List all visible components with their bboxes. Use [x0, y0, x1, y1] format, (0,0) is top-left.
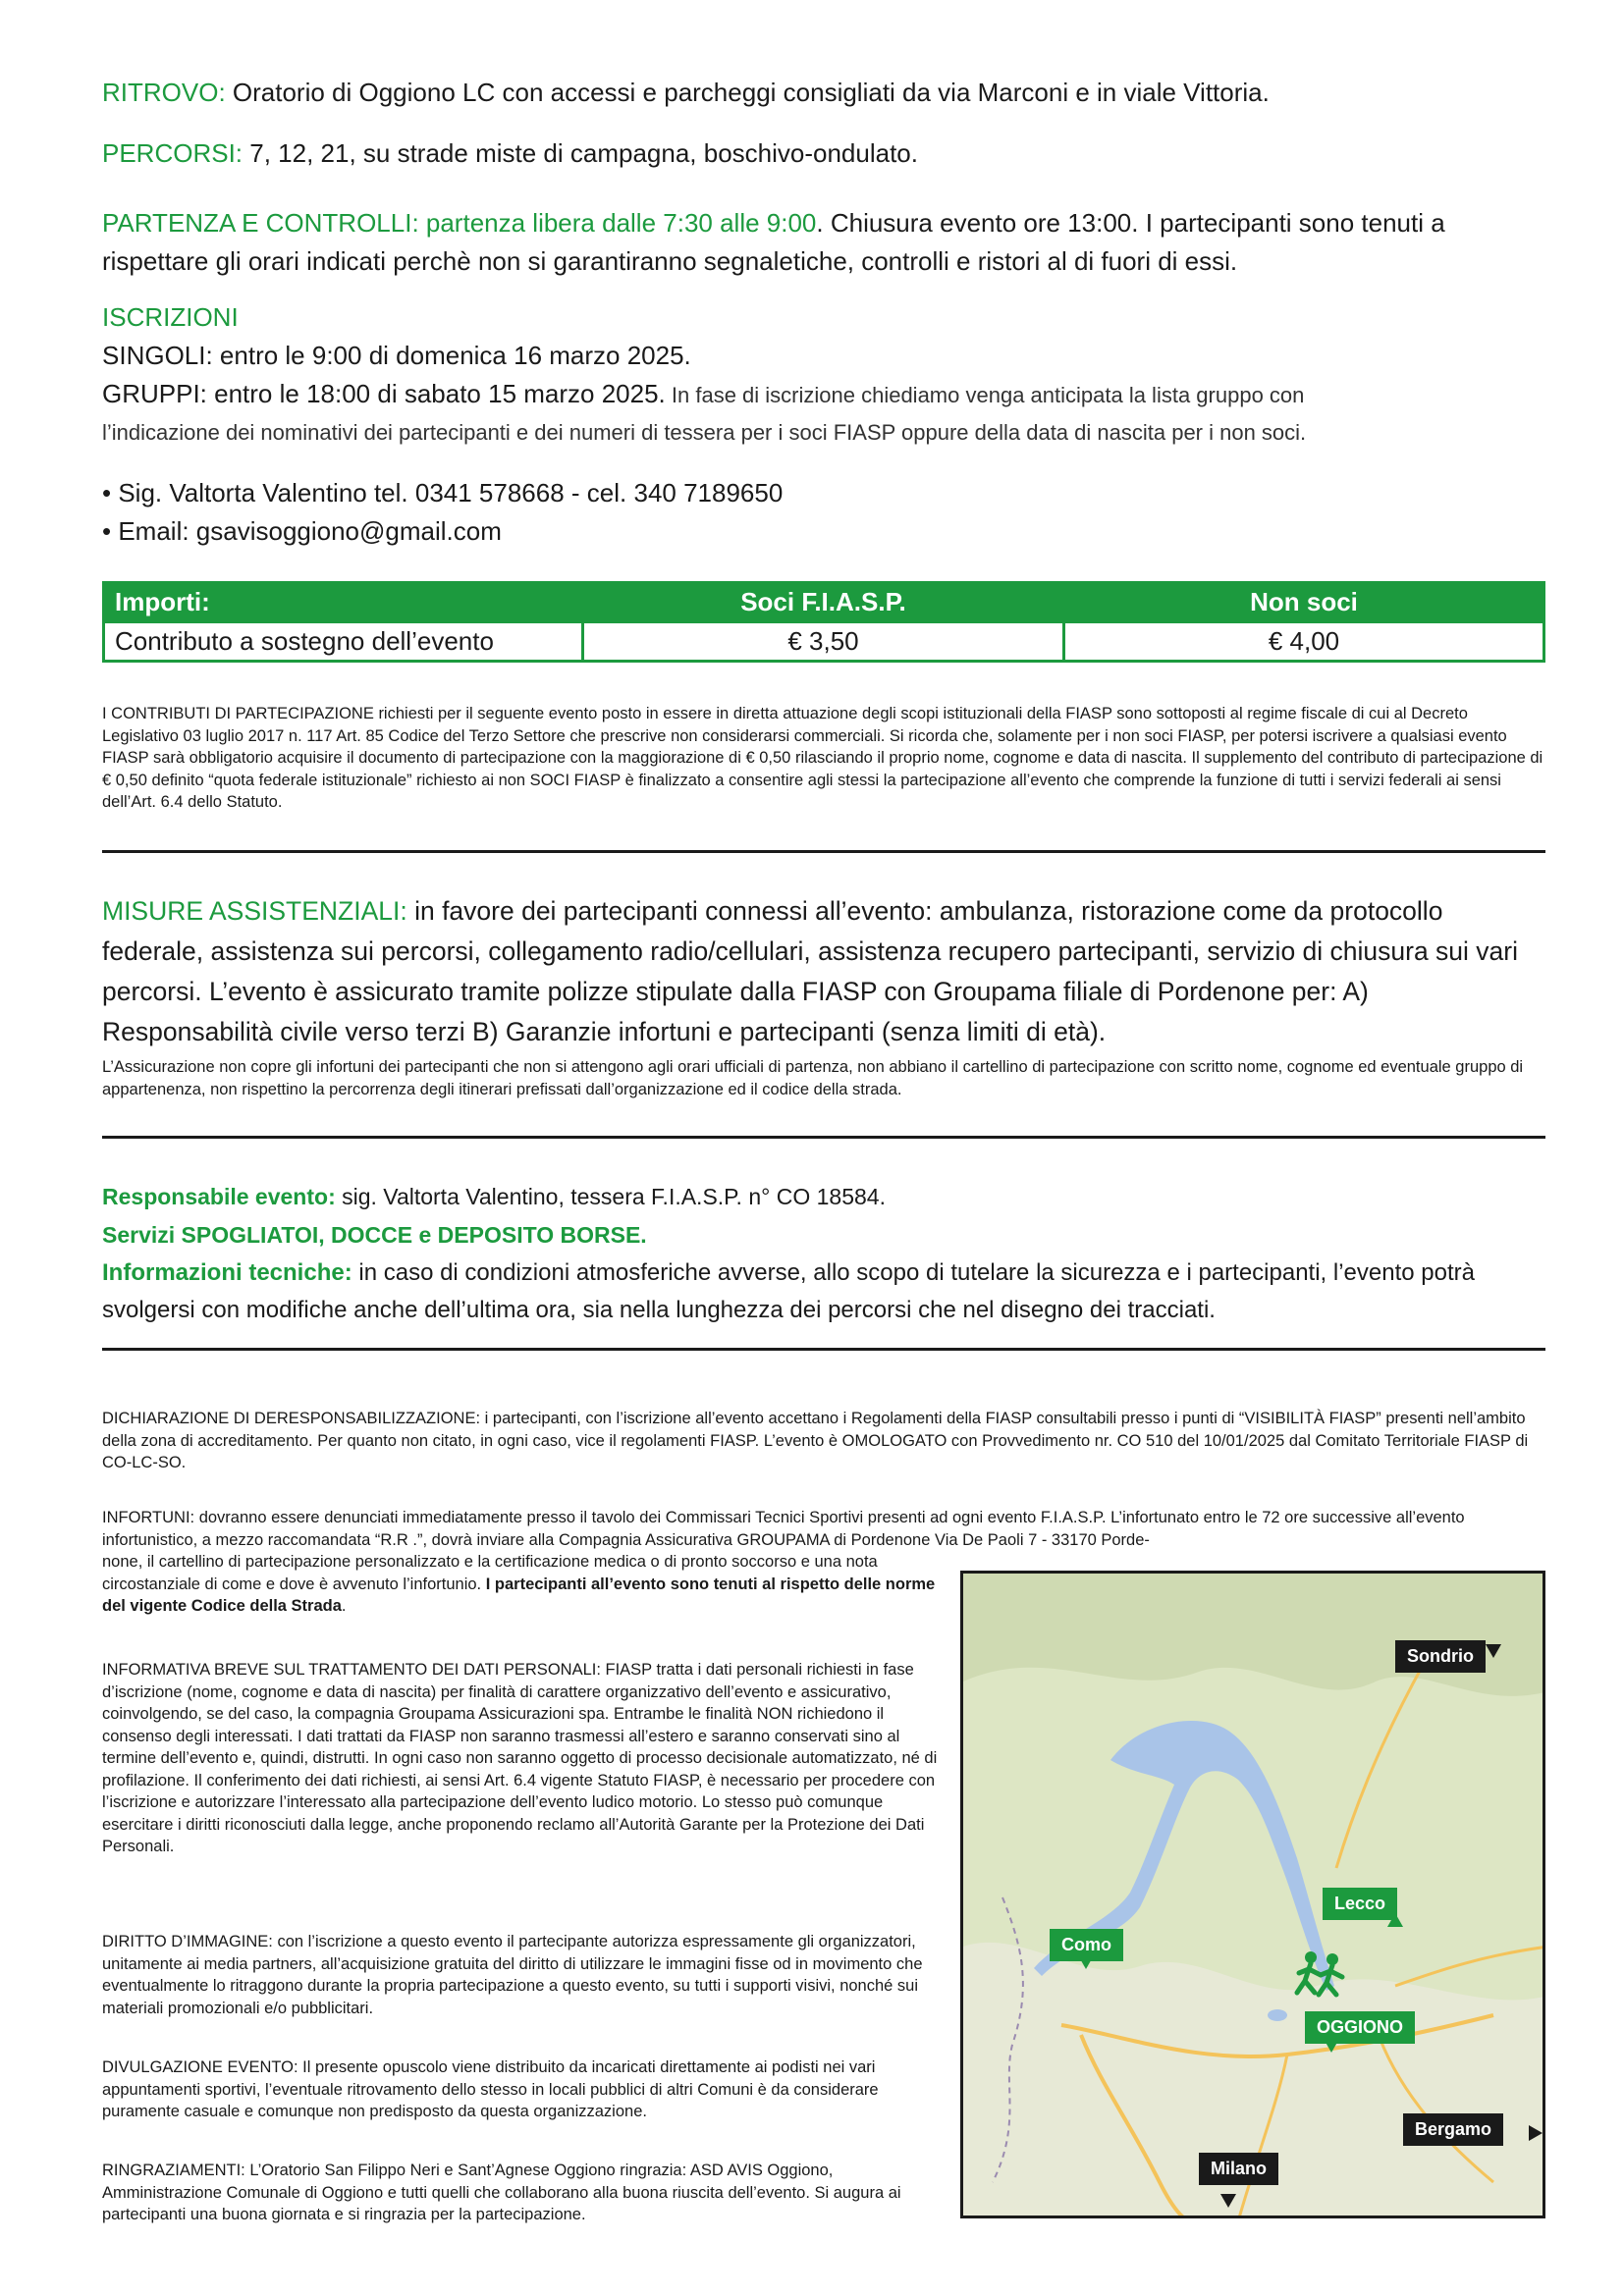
servizi-text: Servizi SPOGLIATOI, DOCCE e DEPOSITO BORSE.: [102, 1222, 647, 1248]
misure-text: in favore dei partecipanti connessi all’evento: ambulanza, ristorazione come da protocollo federale, assistenza sui percorsi, collegamento radio/cellulari, assistenza recupero partecipanti, servizio di chiusura sui vari percorsi. L’evento è assicurato tramite polizze stipulate dalla FIASP con Groupama filiale di Pordenone per: A) Responsabilità civile verso terzi B) Garanzie infortuni e partecipanti (senza limiti di età).: [102, 896, 1518, 1046]
ritrovo-line: [102, 75, 1545, 111]
contact-phone: • Sig. Valtorta Valentino tel. 0341 578668 - cel. 340 7189650: [102, 478, 784, 507]
responsabile-line: [102, 1179, 1545, 1215]
map-tag-como: Como: [1050, 1929, 1123, 1961]
header-non-soci: Non soci: [1064, 583, 1544, 622]
price-table: [102, 581, 1545, 663]
iscrizioni-title-line: [102, 299, 1545, 336]
lake-pusiano: [1268, 2009, 1287, 2021]
map-tag-sondrio: Sondrio: [1395, 1640, 1486, 1673]
partenza-line: [102, 205, 1545, 241]
gruppi-note-line-2: [102, 416, 1545, 450]
price-table-header: [104, 583, 1544, 622]
gruppi-note-2: l’indicazione dei nominativi dei partecipanti e dei numeri di tessera per i soci FIASP oppure della data di nascita per i non soci.: [102, 420, 1307, 445]
divider-3: [102, 1348, 1545, 1351]
map-tag-bergamo: Bergamo: [1403, 2113, 1503, 2146]
infortuni-bold: I partecipanti all’evento sono tenuti al rispetto delle norme del vigente Codice della Strada: [102, 1575, 936, 1615]
map-tag-lecco: Lecco: [1323, 1888, 1397, 1920]
gruppi-note: In fase di iscrizione chiediamo venga anticipata la lista gruppo con: [665, 383, 1305, 407]
partenza-label: PARTENZA E CONTROLLI: partenza libera dalle 7:30 alle 9:00: [102, 208, 817, 238]
area-map: [960, 1571, 1545, 2218]
header-importi: Importi:: [104, 583, 583, 622]
infortuni-first: INFORTUNI: dovranno essere denunciati immediatamente presso il tavolo dei Commissari Tecnici Sportivi presenti ad ogni evento F.I.A.S.P. L’infortunato entro le 72 ore successive all’evento infortunistico, a mezzo raccomandata “R.R .”, dovrà inviare alla Compagnia Assicurativa GROUPAMA di Pordenone Via De Paoli 7 - 33170 Porde-: [102, 1509, 1465, 1549]
gruppi-text: GRUPPI: entro le 18:00 di sabato 15 marzo 2025.: [102, 379, 666, 408]
info-tecniche-text: in caso di condizioni atmosferiche avverse, allo scopo di tutelare la sicurezza e i partecipanti, l’evento potrà svolgersi con modifiche anche dell’ultima ora, sia nella lunghezza dei percorsi che nel disegno dei tracciati.: [102, 1259, 1475, 1323]
servizi-line: [102, 1217, 1545, 1254]
percorsi-line: [102, 135, 1545, 172]
diritto-immagine: DIRITTO D’IMMAGINE: con l’iscrizione a questo evento il partecipante autorizza espressamente gli organizzatori, unitamente ai media partners, all’acquisizione gratuita del diritto di utilizzare le immagini fisse od in movimento che eventualmente lo ritraggono durante la propria partecipazione a questo evento, su tutti i supporti visivi, nonché sui materiali promozionali e/o pubblicitari.: [102, 1933, 923, 2017]
row-non-soci-price: € 4,00: [1064, 622, 1544, 662]
responsabile-text: sig. Valtorta Valentino, tessera F.I.A.S.P. n° CO 18584.: [335, 1184, 886, 1209]
misure-paragraph: [102, 891, 1545, 1052]
contact-line-1: [102, 475, 1545, 511]
infortuni-text-2: none, il cartellino di partecipazione personalizzato e la certificazione medica o di pronto soccorso e una nota circostanziale di come e dove è avvenuto l’infortunio.: [102, 1553, 878, 1593]
contact-email: • Email: gsavisoggiono@gmail.com: [102, 516, 502, 546]
singoli-line: [102, 338, 1545, 374]
ritrovo-text: Oratorio di Oggiono LC con accessi e parcheggi consigliati da via Marconi e in viale Vittoria.: [225, 78, 1270, 107]
misure-note: L’Assicurazione non copre gli infortuni dei partecipanti che non si attengono agli orari ufficiali di partenza, non abbiano il cartellino di partecipazione con scritto nome, cognome ed eventuale gruppo di appartenenza, non rispettino la percorrenza degli itinerari prefissati dall’organizzazione ed il codice della strada.: [102, 1058, 1524, 1098]
divider-2: [102, 1136, 1545, 1139]
map-tag-oggiono: OGGIONO: [1305, 2011, 1415, 2044]
responsabile-label: Responsabile evento:: [102, 1184, 336, 1209]
contact-line-2: [102, 513, 1545, 550]
info-tecniche-label: Informazioni tecniche:: [102, 1259, 352, 1286]
ringraziamenti: RINGRAZIAMENTI: L’Oratorio San Filippo Neri e Sant’Agnese Oggiono ringrazia: ASD AVIS Oggiono, Amministrazione Comunale di Oggiono e tutti quelli che collaborano alla buona riuscita dell’evento. Si augura ai partecipanti una buona giornata e si ringrazia per la partecipazione.: [102, 2162, 901, 2223]
info-tecniche: [102, 1255, 1545, 1329]
iscrizioni-title: ISCRIZIONI: [102, 302, 239, 332]
row-label: Contributo a sostegno dell’evento: [104, 622, 583, 662]
price-table-row: [104, 622, 1544, 662]
partenza-text-2: rispettare gli orari indicati perchè non si garantiranno segnaletiche, controlli e ristori al di fuori di essi.: [102, 246, 1238, 276]
gruppi-line: [102, 376, 1545, 412]
partenza-line-2: [102, 243, 1545, 280]
divulgazione-evento: DIVULGAZIONE EVENTO: Il presente opuscolo viene distribuito da incaricati direttamente ai podisti nei vari appuntamenti sportivi, l’eventuale ritrovamento dello stesso in locali pubblici di altri Comuni è da considerare puramente casuale e comunque non predisposto da questa organizzazione.: [102, 2058, 879, 2120]
map-tag-milano: Milano: [1199, 2153, 1278, 2185]
row-soci-price: € 3,50: [583, 622, 1064, 662]
contributi-note: I CONTRIBUTI DI PARTECIPAZIONE richiesti per il seguente evento posto in essere in diretta attuazione degli scopi istituzionali della FIASP sono sottoposti al regime fiscale di cui al Decreto Legislativo 03 luglio 2017 n. 117 Art. 85 Codice del Terzo Settore che prescrive non considerarsi commerciali. Si ricorda che, solamente per i non soci FIASP, per potersi iscrivere a qualsiasi evento FIASP sarà obbligatorio acquisire il documento di partecipazione con la maggiorazione di € 0,50 rilasciando il proprio nome, cognome e data di nascita. Il supplemento del contributo di partecipazione di € 0,50 definito “quota federale istituzionale” richiesto ai non SOCI FIASP è finalizzato a consentire agli stessi la partecipazione all’evento che comprende la funzione di tutti i servizi federali ai sensi dell’Art. 6.4 dello Statuto.: [102, 705, 1543, 811]
divider-1: [102, 850, 1545, 853]
partenza-text: . Chiusura evento ore 13:00. I partecipanti sono tenuti a: [816, 208, 1445, 238]
informativa-privacy: INFORMATIVA BREVE SUL TRATTAMENTO DEI DATI PERSONALI: FIASP tratta i dati personali richiesti in fase d’iscrizione (nome, cognome e data di nascita) per finalità di carattere organizzativo dell’evento e assicurativo, coinvolgendo, se del caso, la compagnia Groupama Assicurazioni spa. Entrambe le finalità NON richiedono il consenso degli interessati. I dati trattati da FIASP non saranno trasmessi all’estero e saranno conservati sino al termine dell’evento e, quindi, distrutti. In ogni caso non saranno oggetto di processo decisionale automatizzato, né di profilazione. Il conferimento dei dati richiesti, ai sensi Art. 6.4 vigente Statuto FIASP, è necessario per procedere con l’iscrizione e autorizzare l’interessato alla partecipazione dell’evento ludico motorio. Lo stesso può comunque esercitare i diritti riconosciuti dalla legge, anche proponendo reclamo all’Autorità Garante per la Protezione dei Dati Personali.: [102, 1661, 938, 1855]
misure-label: MISURE ASSISTENZIALI:: [102, 896, 407, 926]
dichiarazione-deresponsabilizzazione: DICHIARAZIONE DI DERESPONSABILIZZAZIONE: i partecipanti, con l’iscrizione all’evento accettano i Regolamenti della FIASP consultabili presso i punti di “VISIBILITÀ FIASP” presenti nell’ambito della zona di accreditamento. Per quanto non citato, in ogni caso, vice il regolamenti FIASP. L’evento è OMOLOGATO con Provvedimento nr. CO 510 del 10/01/2025 dal Comitato Territoriale FIASP di CO-LC-SO.: [102, 1410, 1529, 1471]
singoli-text: SINGOLI: entro le 9:00 di domenica 16 marzo 2025.: [102, 341, 691, 370]
header-soci: Soci F.I.A.S.P.: [583, 583, 1064, 622]
percorsi-label: PERCORSI:: [102, 138, 244, 168]
infortuni-rest: [102, 1551, 947, 1618]
percorsi-text: 7, 12, 21, su strade miste di campagna, boschivo-ondulato.: [243, 138, 918, 168]
infortuni-end: .: [341, 1597, 347, 1615]
ritrovo-label: RITROVO:: [102, 78, 226, 107]
